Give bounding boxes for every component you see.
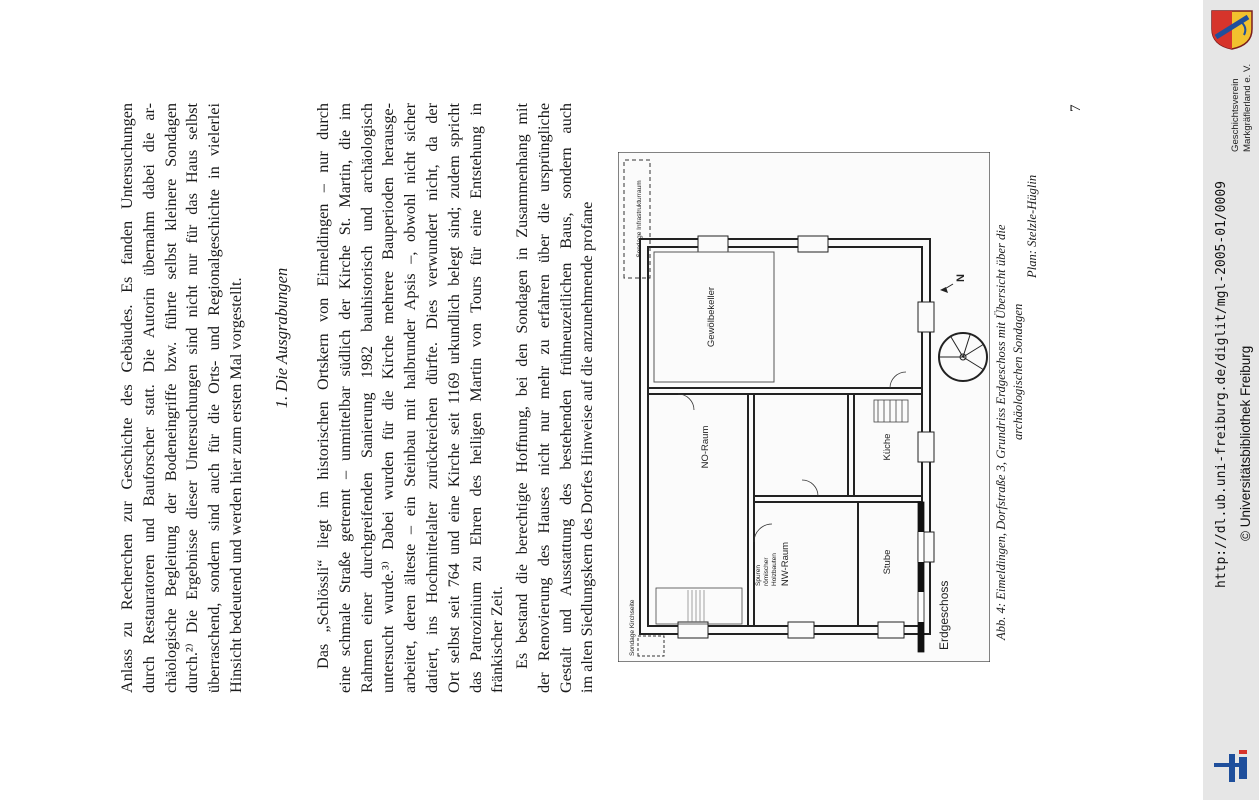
caption-credit: Plan: Stelzle-Hüglin <box>1025 174 1039 278</box>
room-kueche: Küche <box>882 433 893 461</box>
paragraph-2-line: das Patrozinium zu Ehren des heiligen Martin von Tours für eine Entstehung in <box>466 103 485 693</box>
room-nw-raum: NW-Raum <box>780 541 791 587</box>
paragraph-3-line: Es bestand die berechtigte Hoffnung, bei den Sondagen in Zusammenhang mit <box>513 103 531 669</box>
paragraph-2-line: eine schmale Straße getrennt – unmittelbar südlich der Kirche St. Martin, die im <box>335 103 354 693</box>
paragraph-2-line: Rahmen einer durchgreifenden Sanierung 1982 bauhistorisch und archäologisch <box>357 103 376 693</box>
paragraph-2-line: Ort selbst seit 764 und eine Kirche seit 1169 urkundlich belegt sind; zudem spricht <box>444 103 463 693</box>
spuren-label-3: Holzbauten <box>771 553 778 586</box>
floor-plan-figure <box>618 152 990 662</box>
figure-caption <box>993 120 1027 640</box>
room-stube: Stube <box>882 549 893 575</box>
room-no-raum: NO-Raum <box>700 425 711 469</box>
spuren-label-1: Spuren <box>755 565 762 586</box>
intro-paragraph-line: durch Restauratoren und Bauforscher statt. Die Autorin übernahm dabei die ar- <box>139 103 158 693</box>
page-number: 7 <box>1068 104 1084 112</box>
org-name-line-1: Geschichtsverein <box>1230 78 1241 152</box>
caption-line-1: Abb. 4: Eimeldingen, Dorfstraße 3, Grundriss Erdgeschoss mit Übersicht über die <box>994 224 1008 640</box>
intro-paragraph <box>117 103 247 693</box>
intro-paragraph-line: chäologische Begleitung der Bodeneingriffe bzw. führte selbst kleinere Sondagen <box>161 103 180 693</box>
intro-paragraph-line: Hinsicht bedeutend und werden hier zum ersten Mal vorgestellt. <box>226 277 245 693</box>
paragraph-3-line: Gestalt und Ausstattung des bestehenden frühneuzeitlichen Baus, sondern auch <box>556 103 575 693</box>
paragraph-3 <box>512 103 612 693</box>
library-logo-icon <box>1212 746 1252 786</box>
paragraph-3-line: der Renovierung des Hauses nicht nur mehr zu erfahren über die ursprüngliche <box>534 103 553 693</box>
paragraph-2-line: arbeitet, deren älteste – ein Steinbau mit halbrunder Apsis –, obwohl nicht sicher <box>401 103 420 693</box>
copyright-notice: © Universitätsbibliothek Freiburg <box>1238 345 1253 541</box>
intro-paragraph-line: überraschend, sondern sind auch für die Orts- und Regionalgeschichte in vielerlei <box>205 103 224 693</box>
room-gewoelbekeller: Gewölbekeller <box>706 286 717 348</box>
intro-paragraph-line: Anlass zu Recherchen zur Geschichte des Gebäudes. Es fanden Untersuchungen <box>118 103 136 693</box>
spuren-label-2: römischer <box>763 557 770 586</box>
intro-paragraph-line: durch.²⁾ Die Ergebnisse dieser Untersuchungen sind nicht nur für das Haus selbst <box>183 103 202 693</box>
floor-plan-drawing <box>618 152 990 662</box>
document-url[interactable]: http://dl.ub.uni-freiburg.de/diglit/mgl-2005-01/0009 <box>1214 181 1229 588</box>
paragraph-2-line: Das „Schlössli“ liegt im historischen Ortskern von Eimeldingen – nur durch <box>314 103 332 669</box>
org-name-line-2: Markgräflerland e. V. <box>1242 63 1253 152</box>
caption-line-2: archäologischen Sondagen <box>1011 303 1025 440</box>
section-heading: 1. Die Ausgrabungen <box>272 267 291 409</box>
svg-text:N: N <box>955 274 967 282</box>
paragraph-3-line: im alten Siedlungskern des Dorfes Hinweise auf die anzunehmende profane <box>578 201 597 693</box>
sondage-infrastruktur-label: Sondage Infrastrukturraum <box>636 180 643 258</box>
paragraph-2 <box>313 103 513 693</box>
paragraph-2-line: datiert, ins Hochmittelalter zurückreichen dürfte. Dies verwundert nicht, da der <box>422 103 441 693</box>
paragraph-2-line: fränkischer Zeit. <box>488 586 507 693</box>
scale-bar <box>918 502 924 652</box>
sondage-kirchseite-label: Sondage Kirchseite <box>629 599 636 656</box>
coat-of-arms-icon <box>1210 7 1254 51</box>
floor-label: Erdgeschoss <box>937 580 951 650</box>
paragraph-2-line: untersucht wurde.³⁾ Dabei wurden für die Kirche mehrere Bauperioden herausge- <box>379 103 398 693</box>
